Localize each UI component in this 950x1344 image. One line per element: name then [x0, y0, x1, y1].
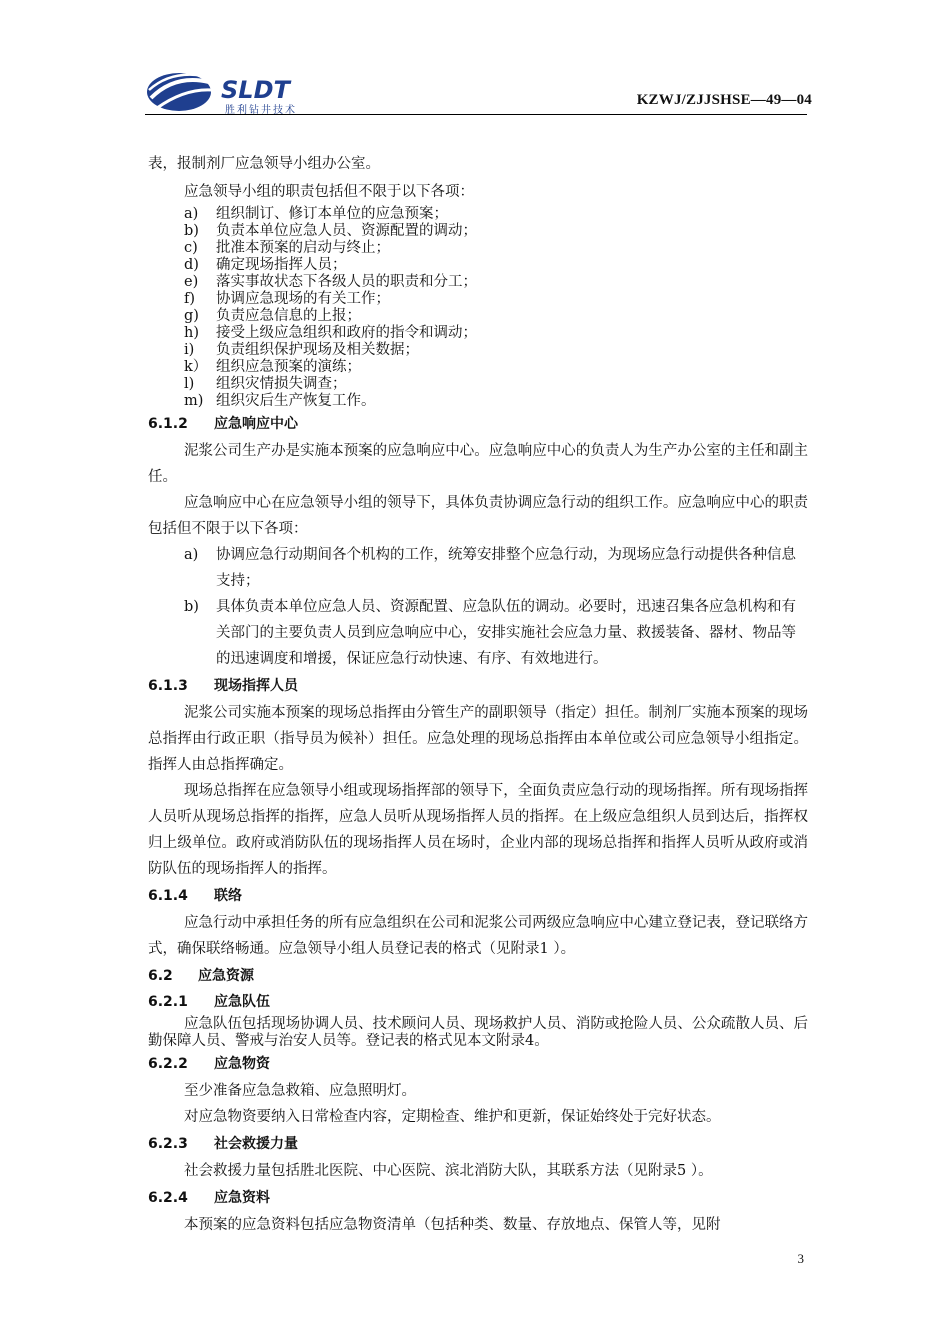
paragraph: 泥浆公司实施本预案的现场总指挥由分管生产的副职领导（指定）担任。制剂厂实施本预案的现场总指挥由行政正职（指导员为候补）担任。应急处理的现场总指挥由本单位或公司应急领导小组指定。指挥人由总指挥确定。 — [148, 705, 808, 773]
section-heading-6-1-3: 6.1.3 现场指挥人员 — [148, 678, 298, 694]
list-item: h) 接受上级应急组织和政府的指令和调动； — [184, 325, 477, 341]
list-item: k） 组织应急预案的演练； — [184, 359, 361, 375]
paragraph: 泥浆公司生产办是实施本预案的应急响应中心。应急响应中心的负责人为生产办公室的主任和副主任。 — [148, 443, 808, 485]
list-item: d) 确定现场指挥人员； — [184, 257, 347, 273]
section-heading-6-2-3: 6.2.3 社会救援力量 — [148, 1136, 298, 1152]
logo-wordmark: SLDT — [221, 76, 290, 104]
list-item: f) 协调应急现场的有关工作； — [184, 291, 390, 307]
list-item: i) 负责组织保护现场及相关数据； — [184, 342, 419, 358]
paragraph: 本预案的应急资料包括应急物资清单（包括种类、数量、存放地点、保管人等，见附 — [184, 1217, 721, 1233]
company-logo — [145, 68, 345, 118]
response-center-duties-list — [148, 542, 808, 672]
paragraph: 应急行动中承担任务的所有应急组织在公司和泥浆公司两级应急响应中心建立登记表，登记联络方式，确保联络畅通。应急领导小组人员登记表的格式（见附录1 ）。 — [148, 915, 808, 957]
section-heading-6-2-4: 6.2.4 应急资料 — [148, 1190, 270, 1206]
section-heading-6-2-2: 6.2.2 应急物资 — [148, 1056, 270, 1072]
list-item: g) 负责应急信息的上报； — [184, 308, 361, 324]
document-body — [148, 150, 808, 1238]
paragraph: 应急响应中心在应急领导小组的领导下，具体负责协调应急行动的组织工作。应急响应中心的职责包括但不限于以下各项： — [148, 495, 808, 537]
paragraph: 应急领导小组的职责包括但不限于以下各项： — [184, 184, 474, 200]
section-heading-6-2: 6.2 应急资源 — [148, 968, 254, 984]
paragraph: 表，报制剂厂应急领导小组办公室。 — [148, 156, 380, 172]
list-item: b) 负责本单位应急人员、资源配置的调动； — [184, 223, 477, 239]
list-item: l) 组织灾情损失调查； — [184, 376, 347, 392]
section-heading-6-1-4: 6.1.4 联络 — [148, 888, 242, 904]
list-item: a) 协调应急行动期间各个机构的工作，统筹安排整个应急行动，为现场应急行动提供各种信息支持； — [184, 547, 796, 589]
page-number: 3 — [797, 1251, 804, 1266]
list-item: m) 组织灾后生产恢复工作。 — [184, 393, 376, 409]
leadership-duties-list — [148, 206, 808, 410]
paragraph: 现场总指挥在应急领导小组或现场指挥部的领导下，全面负责应急行动的现场指挥。所有现场指挥人员听从现场总指挥的指挥，应急人员听从现场指挥人员的指挥。在上级应急组织人员到达后，指挥权归上级单位。政府或消防队伍的现场指挥人员在场时，企业内部的现场总指挥和指挥人员听从政府或消防队伍的现场指挥人的指挥。 — [148, 783, 808, 877]
document-code: KZWJ/ZJJSHSE—49—04 — [636, 92, 812, 108]
list-item: a) 组织制订、修订本单位的应急预案； — [184, 206, 448, 222]
list-item: b) 具体负责本单位应急人员、资源配置、应急队伍的调动。必要时，迅速召集各应急机构和有关部门的主要负责人员到应急响应中心，安排实施社会应急力量、救援装备、器材、物品等的迅速调度和增援，保证应急行动快速、有序、有效地进行。 — [184, 599, 796, 667]
paragraph: 至少准备应急急救箱、应急照明灯。 — [184, 1083, 416, 1099]
logo-subtitle: 胜利钻井技术 — [225, 105, 297, 116]
list-item: e) 落实事故状态下各级人员的职责和分工； — [184, 274, 477, 290]
paragraph: 应急队伍包括现场协调人员、技术顾问人员、现场救护人员、消防或抢险人员、公众疏散人员、后勤保障人员、警戒与治安人员等。登记表的格式见本文附录4。 — [148, 1016, 808, 1049]
header-divider — [145, 114, 807, 115]
paragraph: 社会救援力量包括胜北医院、中心医院、滨北消防大队，其联系方法（见附录5 ）。 — [184, 1163, 713, 1179]
list-item: c) 批准本预案的启动与终止； — [184, 240, 390, 256]
paragraph: 对应急物资要纳入日常检查内容，定期检查、维护和更新，保证始终处于完好状态。 — [184, 1109, 721, 1125]
section-heading-6-2-1: 6.2.1 应急队伍 — [148, 994, 270, 1010]
section-heading-6-1-2: 6.1.2 应急响应中心 — [148, 416, 298, 432]
